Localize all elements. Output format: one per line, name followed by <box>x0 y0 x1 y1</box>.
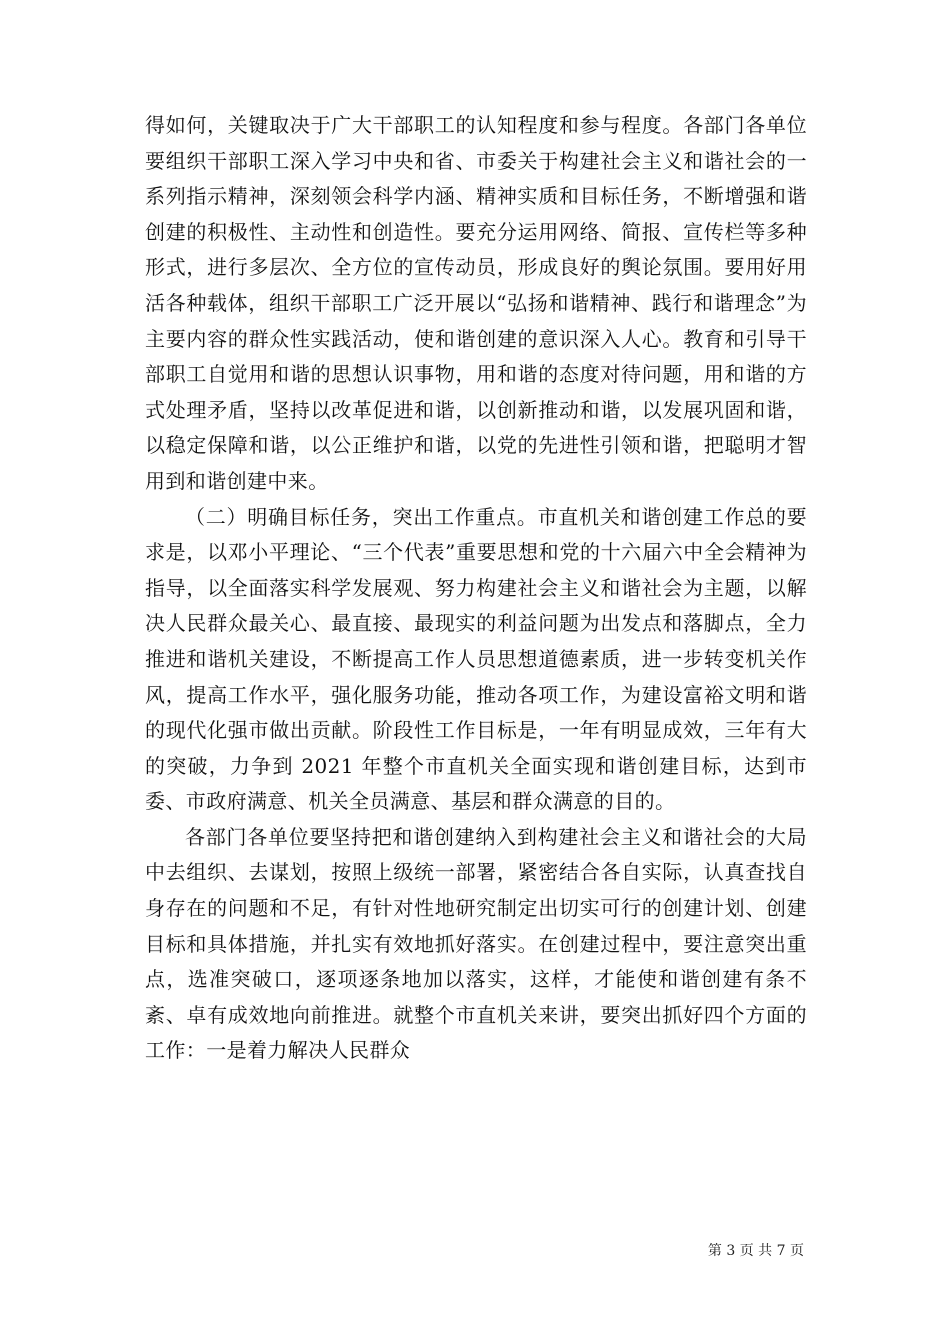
page-number: 第 3 页 共 7 页 <box>707 1243 804 1259</box>
paragraph-section-two: （二）明确目标任务，突出工作重点。市直机关和谐创建工作总的要求是，以邓小平理论、“三个代表”重要思想和党的十六届六中全会精神为指导，以全面落实科学发展观、努力构建社会主义和谐社会为主题，以解决人民群众最关心、最直接、最现实的利益问题为出发点和落脚点，全力推进和谐机关建设，不断提高工作人员思想道德素质，进一步转变机关作风，提高工作水平，强化服务功能，推动各项工作，为建设富裕文明和谐的现代化强市做出贡献。阶段性工作目标是，一年有明显成效，三年有大的突破，力争到 2021 年整个市直机关全面实现和谐创建目标，达到市委、市政府满意、机关全员满意、基层和群众满意的目的。 <box>145 504 807 814</box>
paragraph-work-focus: 各部门各单位要坚持把和谐创建纳入到构建社会主义和谐社会的大局中去组织、去谋划，按照上级统一部署，紧密结合各自实际，认真查找自身存在的问题和不足，有针对性地研究制定出切实可行的创建计划、创建目标和具体措施，并扎实有效地抓好落实。在创建过程中，要注意突出重点，选准突破口，逐项逐条地加以落实，这样，才能使和谐创建有条不紊、卓有成效地向前推进。就整个市直机关来讲，要突出抓好四个方面的工作：一是着力解决人民群众 <box>145 824 807 1063</box>
paragraph-continuation: 得如何，关键取决于广大干部职工的认知程度和参与程度。各部门各单位要组织干部职工深入学习中央和省、市委关于构建社会主义和谐社会的一系列指示精神，深刻领会科学内涵、精神实质和目标任务，不断增强和谐创建的积极性、主动性和创造性。要充分运用网络、简报、宣传栏等多种形式，进行多层次、全方位的宣传动员，形成良好的舆论氛围。要用好用活各种载体，组织干部职工广泛开展以“弘扬和谐精神、践行和谐理念”为主要内容的群众性实践活动，使和谐创建的意识深入人心。教育和引导干部职工自觉用和谐的思想认识事物，用和谐的态度对待问题，用和谐的方式处理矛盾，坚持以改革促进和谐，以创新推动和谐，以发展巩固和谐，以稳定保障和谐，以公正维护和谐，以党的先进性引领和谐，把聪明才智用到和谐创建中来。 <box>145 113 807 493</box>
document-body <box>145 108 807 1069</box>
